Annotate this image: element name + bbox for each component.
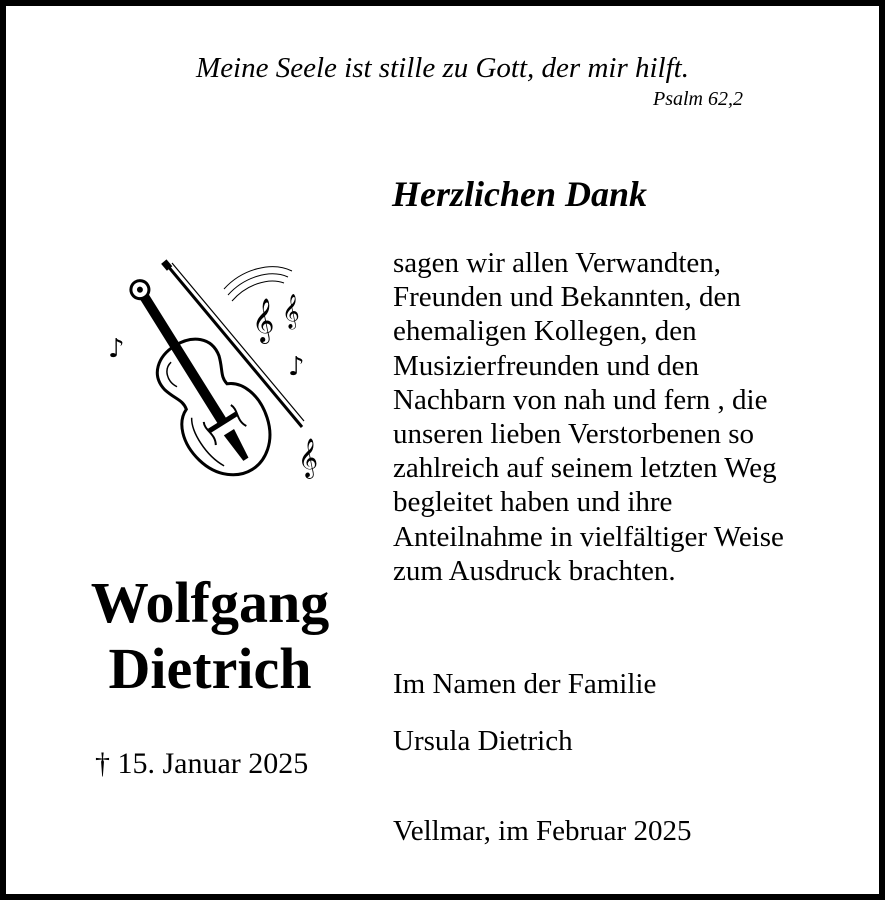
deceased-last-name: Dietrich [108,636,312,701]
music-note-icon: ♪ [288,352,305,382]
signature: Ursula Dietrich [393,725,573,757]
thanks-line: zahlreich auf seinem letzten Weg [393,452,777,485]
bible-verse: Meine Seele ist stille zu Gott, der mir hilft. [196,52,689,84]
thanks-line: zum Ausdruck brachten. [393,554,676,587]
thanks-line: begleitet haben und ihre [393,486,673,519]
thanks-body [393,246,853,588]
thanks-line: unseren lieben Verstorbenen so [393,418,755,451]
family-line: Im Namen der Familie [393,668,657,700]
bible-verse-reference: Psalm 62,2 [653,88,743,110]
place-and-date: Vellmar, im Februar 2025 [393,815,692,847]
treble-clef-icon: 𝄞 [298,438,319,478]
thanks-line: Musizierfreunden und den [393,349,700,382]
thanks-line: Anteilnahme in vielfältiger Weise [393,520,784,553]
deceased-name [60,570,360,702]
music-note-icon: ♪ [108,334,125,364]
thanks-line: ehemaligen Kollegen, den [393,315,697,348]
violin-with-bow-and-music-notes-icon [92,255,332,495]
thanks-heading: Herzlichen Dank [392,174,648,214]
treble-clef-icon: 𝄞 [252,298,275,342]
thanks-line: Nachbarn von nah und fern , die [393,383,768,416]
death-date: † 15. Januar 2025 [95,747,309,780]
treble-clef-icon: 𝄞 [282,294,300,329]
thanks-line: sagen wir allen Verwandten, [393,247,722,279]
deceased-first-name: Wolfgang [90,570,330,635]
thanks-line: Freunden und Bekannten, den [393,281,741,314]
